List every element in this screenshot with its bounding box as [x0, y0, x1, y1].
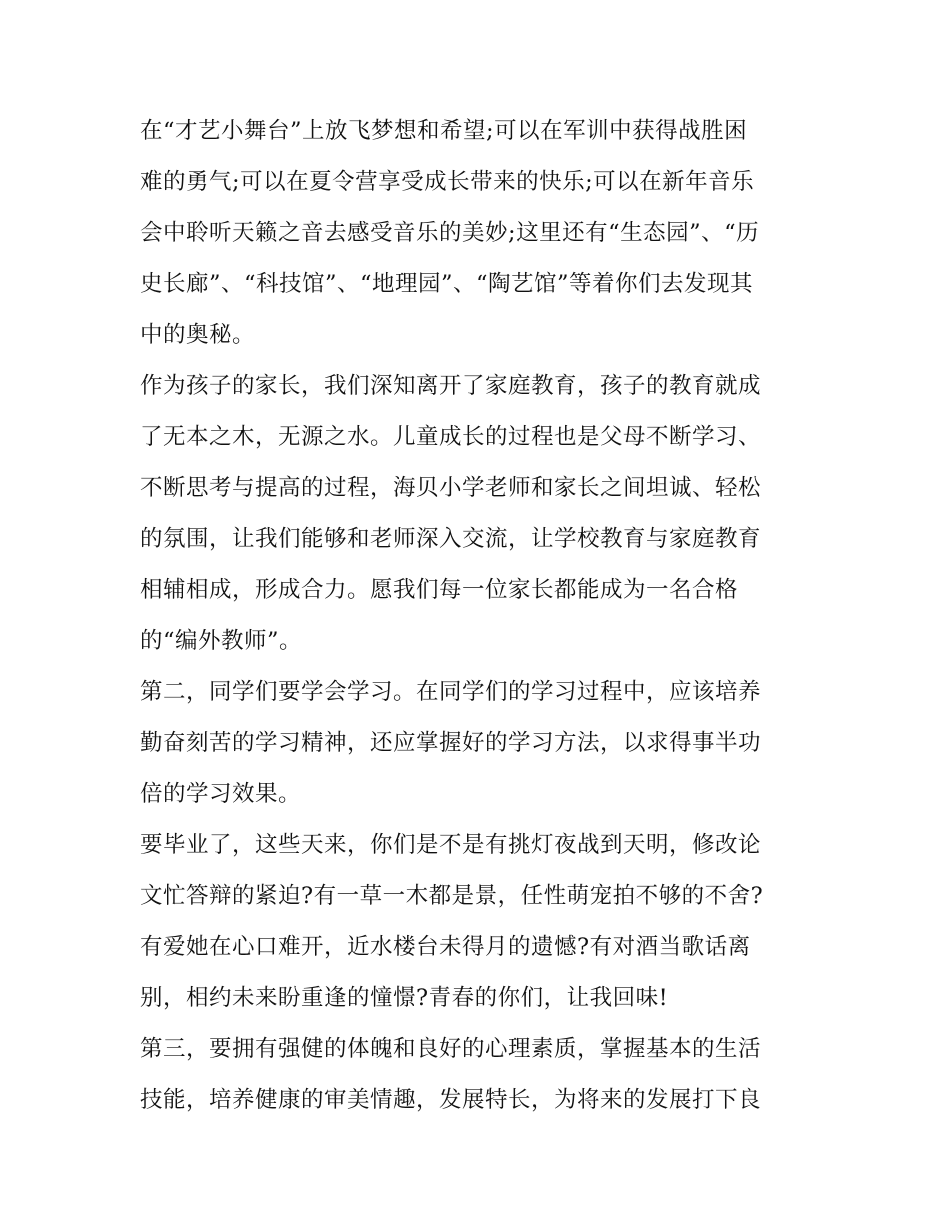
text-line: 的“编外教师”。	[140, 628, 303, 654]
text-line: 相辅相成，形成合力。愿我们每一位家长都能成为一名合格	[140, 577, 739, 603]
text-line: 文忙答辩的紧迫?有一草一木都是景，任性萌宠拍不够的不舍?	[140, 883, 764, 909]
text-line: 会中聆听天籁之音去感受音乐的美妙;这里还有“生态园”、“历	[140, 220, 760, 246]
text-line: 要毕业了，这些天来，你们是不是有挑灯夜战到天明，修改论	[140, 832, 762, 858]
text-line: 第三，要拥有强健的体魄和良好的心理素质，掌握基本的生活	[140, 1036, 762, 1062]
text-line: 不断思考与提高的过程，海贝小学老师和家长之间坦诚、轻松	[140, 475, 762, 501]
text-line: 倍的学习效果。	[140, 781, 302, 807]
text-line: 难的勇气;可以在夏令营享受成长带来的快乐;可以在新年音乐	[140, 169, 755, 195]
text-line: 了无本之木，无源之水。儿童成长的过程也是父母不断学习、	[140, 424, 762, 450]
text-line: 有爱她在心口难开，近水楼台未得月的遗憾?有对酒当歌话离	[140, 934, 751, 960]
text-line: 的氛围，让我们能够和老师深入交流，让学校教育与家庭教育	[140, 526, 762, 552]
text-line: 中的奥秘。	[140, 322, 256, 348]
text-line: 技能，培养健康的审美情趣，发展特长，为将来的发展打下良	[140, 1087, 762, 1113]
text-line: 在“才艺小舞台”上放飞梦想和希望;可以在军训中获得战胜困	[140, 118, 748, 144]
text-line: 作为孩子的家长，我们深知离开了家庭教育，孩子的教育就成	[140, 373, 762, 399]
text-line: 第二，同学们要学会学习。在同学们的学习过程中，应该培养	[140, 679, 762, 705]
text-line: 别，相约未来盼重逢的憧憬?青春的你们，让我回味!	[140, 985, 669, 1011]
text-line: 勤奋刻苦的学习精神，还应掌握好的学习方法，以求得事半功	[140, 730, 762, 756]
document-body	[140, 106, 820, 1126]
text-line: 史长廊”、“科技馆”、“地理园”、“陶艺馆”等着你们去发现其	[140, 271, 754, 297]
